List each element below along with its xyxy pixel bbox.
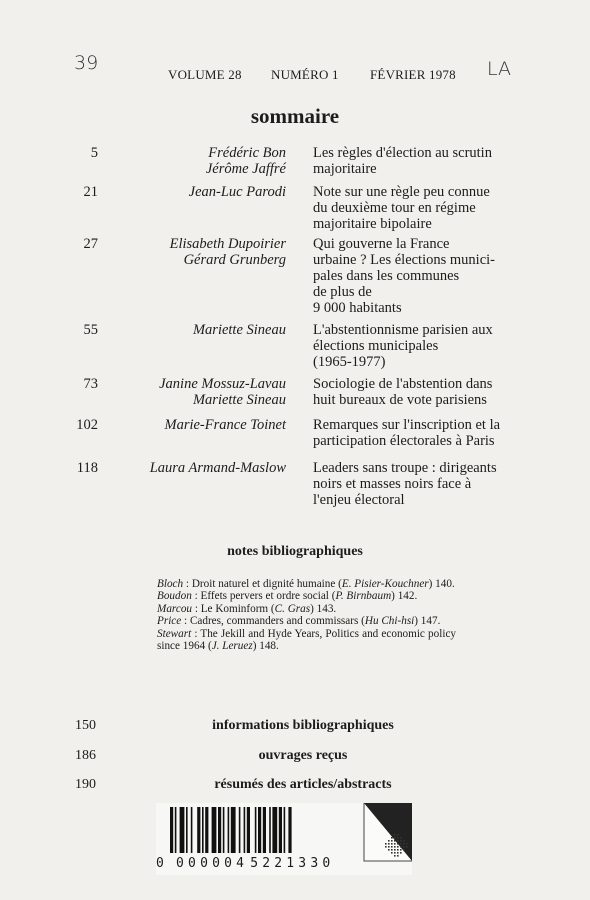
title-line: majoritaire xyxy=(313,161,377,177)
reviewer-name: E. Pisier-Kouchner xyxy=(341,578,429,590)
book-author: Boudon xyxy=(157,590,192,603)
entry-title xyxy=(313,236,545,316)
entry-title xyxy=(313,184,545,232)
bib-separator: : xyxy=(192,602,201,615)
note-page: ) 147. xyxy=(414,615,441,628)
volume-label: VOLUME 28 xyxy=(168,67,242,82)
author-name: Mariette Sineau xyxy=(192,392,286,408)
title-line: l'enjeu électoral xyxy=(313,492,405,508)
entry-title xyxy=(313,145,545,177)
book-title: Cadres, commanders and commissars ( xyxy=(189,615,365,628)
barcode-digit-group: 0 xyxy=(156,856,169,871)
title-line: urbaine ? Les élections munici- xyxy=(313,252,495,268)
title-line: pales dans les communes xyxy=(313,268,460,284)
bib-note xyxy=(157,603,456,615)
notes-heading: notes bibliographiques xyxy=(227,544,363,559)
author-name: Marie-France Toinet xyxy=(164,417,286,433)
handwritten-page-number: 39 xyxy=(74,52,99,74)
title-line: Leaders sans troupe : dirigeants xyxy=(313,460,497,476)
entry-page: 102 xyxy=(76,417,98,433)
entry-page: 55 xyxy=(83,322,98,338)
book-title: The Jekill and Hyde Years, Politics and economic policy since 1964 ( xyxy=(157,627,457,653)
barcode-digit-group: 0 xyxy=(322,856,335,871)
entry-authors xyxy=(100,184,286,200)
bib-note xyxy=(157,578,456,590)
bib-note xyxy=(157,628,456,653)
page-title: sommaire xyxy=(250,104,340,128)
bib-separator: : xyxy=(191,627,201,640)
bibliography-notes xyxy=(157,578,456,652)
author-name: Jean-Luc Parodi xyxy=(188,184,286,200)
section-title: informations bibliographiques xyxy=(212,718,394,733)
reviewer-name: P. Birnbaum xyxy=(335,590,392,603)
section-title: ouvrages reçus xyxy=(258,748,348,763)
title-line: L'abstentionnisme parisien aux xyxy=(313,322,493,338)
title-line: élections municipales xyxy=(313,338,439,354)
title-line: de plus de xyxy=(313,284,372,300)
entry-title xyxy=(313,417,545,449)
book-title: Droit naturel et dignité humaine ( xyxy=(191,578,342,590)
author-name: Laura Armand-Maslow xyxy=(149,460,286,476)
entry-page: 21 xyxy=(83,184,98,200)
entry-page: 27 xyxy=(83,236,98,252)
entry-page: 73 xyxy=(83,376,98,392)
entry-page: 5 xyxy=(90,145,98,161)
section-page: 186 xyxy=(75,748,96,763)
book-title: Le Kominform ( xyxy=(200,602,275,615)
barcode-number xyxy=(156,856,366,871)
note-page: ) 148. xyxy=(252,640,279,653)
entry-authors xyxy=(100,376,286,408)
title-line: Remarques sur l'inscription et la xyxy=(313,417,501,433)
author-name: Janine Mossuz-Lavau xyxy=(159,376,286,392)
barcode-digit-group: 000004 xyxy=(176,856,249,871)
book-author: Price xyxy=(157,615,182,628)
author-name: Mariette Sineau xyxy=(192,322,286,338)
bib-separator: : xyxy=(183,578,192,590)
note-page: ) 140. xyxy=(428,578,455,590)
section-title: résumés des articles/abstracts xyxy=(214,777,392,792)
entry-authors xyxy=(100,417,286,433)
author-name: Elisabeth Dupoirier xyxy=(169,236,286,252)
title-line: majoritaire bipolaire xyxy=(313,216,432,232)
book-author: Bloch xyxy=(157,578,184,590)
title-line: 9 000 habitants xyxy=(313,300,402,316)
entry-title xyxy=(313,460,545,508)
section-page: 190 xyxy=(75,777,96,792)
handwritten-initials: LA xyxy=(487,58,512,80)
entry-authors xyxy=(100,145,286,177)
entry-authors xyxy=(100,322,286,338)
title-line: du deuxième tour en régime xyxy=(313,200,476,216)
title-line: noirs et masses noirs face à xyxy=(313,476,472,492)
title-line: huit bureaux de vote parisiens xyxy=(313,392,487,408)
note-page: ) 143. xyxy=(310,602,337,615)
reviewer-name: J. Leruez xyxy=(211,640,253,653)
book-author: Marcou xyxy=(157,602,193,615)
entry-title xyxy=(313,376,545,408)
title-line: participation électorales à Paris xyxy=(313,433,495,449)
bib-separator: : xyxy=(181,615,190,628)
numero-label: NUMÉRO 1 xyxy=(271,67,339,82)
title-line: Sociologie de l'abstention dans xyxy=(313,376,493,392)
bib-note xyxy=(157,590,456,602)
section-page: 150 xyxy=(75,718,96,733)
note-page: ) 142. xyxy=(391,590,418,603)
author-name: Jérôme Jaffré xyxy=(205,161,286,177)
book-title: Effets pervers et ordre social ( xyxy=(200,590,336,603)
bib-note xyxy=(157,615,456,627)
entry-authors xyxy=(100,460,286,476)
entry-page: 118 xyxy=(76,460,98,476)
entry-title xyxy=(313,322,545,370)
author-name: Frédéric Bon xyxy=(208,145,286,161)
reviewer-name: Hu Chi-hsi xyxy=(364,615,415,628)
date-label: FÉVRIER 1978 xyxy=(370,67,456,82)
title-line: Qui gouverne la France xyxy=(313,236,450,252)
title-line: (1965-1977) xyxy=(313,354,386,370)
reviewer-name: C. Gras xyxy=(274,602,311,615)
barcode-digit-group: 522133 xyxy=(250,856,323,871)
entry-authors xyxy=(100,236,286,268)
bib-separator: : xyxy=(191,590,201,603)
title-line: Les règles d'élection au scrutin xyxy=(313,145,492,161)
author-name: Gérard Grunberg xyxy=(183,252,286,268)
title-line: Note sur une règle peu connue xyxy=(313,184,490,200)
book-author: Stewart xyxy=(157,627,192,640)
barcode-label xyxy=(156,803,412,875)
